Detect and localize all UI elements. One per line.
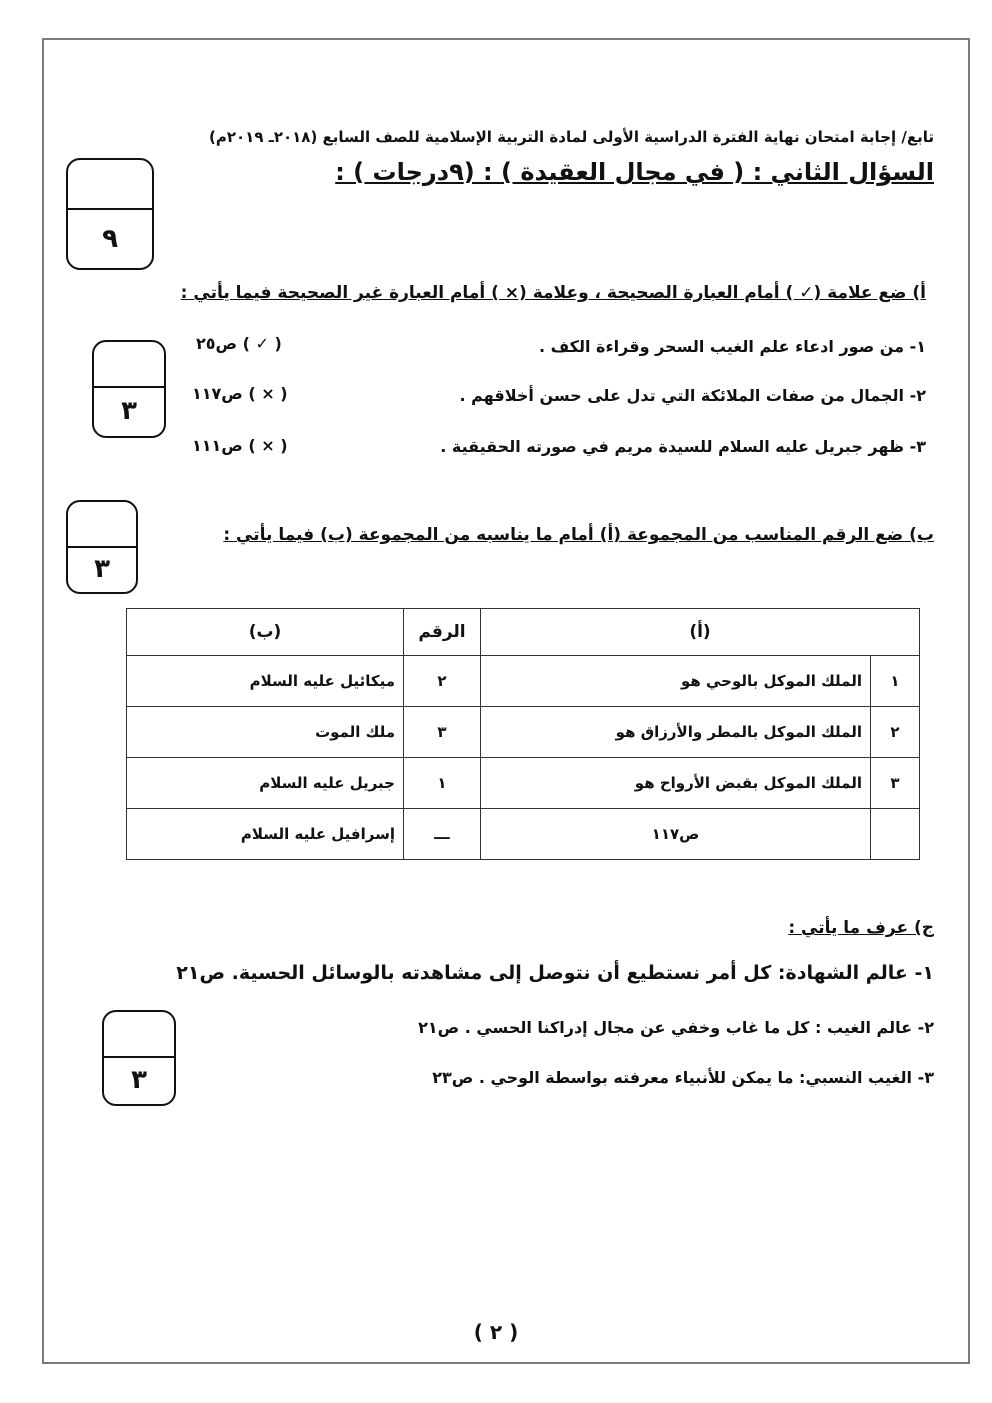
part-b-score-box <box>66 500 138 594</box>
part-c-instruction: ج) عرف ما يأتي : <box>788 918 934 938</box>
total-score: ٩ <box>102 224 118 254</box>
part-a-item-1: ١- من صور ادعاء علم الغيب السحر وقراءة الكف . <box>538 337 926 356</box>
part-c-score: ٣ <box>131 1065 147 1095</box>
matching-table <box>126 608 920 860</box>
row-number: ٢ <box>404 656 481 707</box>
part-c-score-box <box>102 1010 176 1106</box>
part-a-answer-1: ( ✓ ) ص٢٥ <box>196 334 282 353</box>
row-b-text: جبريل عليه السلام <box>127 758 404 809</box>
row-a-text: الملك الموكل بالمطر والأرزاق هو <box>481 707 871 758</box>
row-a-text: ص١١٧ <box>481 809 871 860</box>
part-c-item-3: ٣- الغيب النسبي: ما يمكن للأنبياء معرفته بواسطة الوحي . ص٢٣ <box>432 1068 934 1087</box>
part-a-answer-3: ( × ) ص١١١ <box>192 436 288 455</box>
table-row <box>127 809 920 860</box>
row-number: ١ <box>404 758 481 809</box>
row-b-text: ميكائيل عليه السلام <box>127 656 404 707</box>
part-a-instruction: أ) ضع علامة (✓ ) أمام العبارة الصحيحة ، وعلامة (× ) أمام العبارة غير الصحيحة فيما يأتي : <box>180 283 926 303</box>
part-c-item-1: ١- عالم الشهادة: كل أمر نستطيع أن نتوصل إلى مشاهدته بالوسائل الحسية. ص٢١ <box>176 962 934 984</box>
part-a-item-2: ٢- الجمال من صفات الملائكة التي تدل على حسن أخلاقهم . <box>459 386 926 405</box>
header-number: الرقم <box>404 609 481 656</box>
row-a-text: الملك الموكل بقبض الأرواح هو <box>481 758 871 809</box>
row-b-text: ملك الموت <box>127 707 404 758</box>
row-index: ١ <box>871 656 920 707</box>
part-c-item-2: ٢- عالم الغيب : كل ما غاب وخفي عن مجال إدراكنا الحسي . ص٢١ <box>418 1018 934 1037</box>
total-score-box <box>66 158 154 270</box>
question-title: السؤال الثاني : ( في مجال العقيدة ) : (٩درجات ) : <box>335 158 934 186</box>
part-b-score: ٣ <box>94 554 110 584</box>
header-b: (ب) <box>127 609 404 656</box>
table-row <box>127 656 920 707</box>
row-index: ٢ <box>871 707 920 758</box>
row-index: ٣ <box>871 758 920 809</box>
part-a-score-box <box>92 340 166 438</box>
page-number: ( ٢ ) <box>473 1320 519 1344</box>
row-index <box>871 809 920 860</box>
table-row <box>127 707 920 758</box>
row-b-text: إسرافيل عليه السلام <box>127 809 404 860</box>
part-b-instruction: ب) ضع الرقم المناسب من المجموعة (أ) أمام ما يناسبه من المجموعة (ب) فيما يأتي : <box>223 525 934 545</box>
part-a-score: ٣ <box>121 396 137 426</box>
part-a-item-3: ٣- ظهر جبريل عليه السلام للسيدة مريم في صورته الحقيقية . <box>440 437 926 456</box>
row-number: ٣ <box>404 707 481 758</box>
table-header-row <box>127 609 920 656</box>
header-a: (أ) <box>481 609 920 656</box>
row-number: ـــ <box>404 809 481 860</box>
row-a-text: الملك الموكل بالوحي هو <box>481 656 871 707</box>
table-row <box>127 758 920 809</box>
page-header: تابع/ إجابة امتحان نهاية الفترة الدراسية الأولى لمادة التربية الإسلامية للصف السابع (٢٠١٨ـ ٢٠١٩م) <box>209 128 934 146</box>
part-a-answer-2: ( × ) ص١١٧ <box>192 384 288 403</box>
